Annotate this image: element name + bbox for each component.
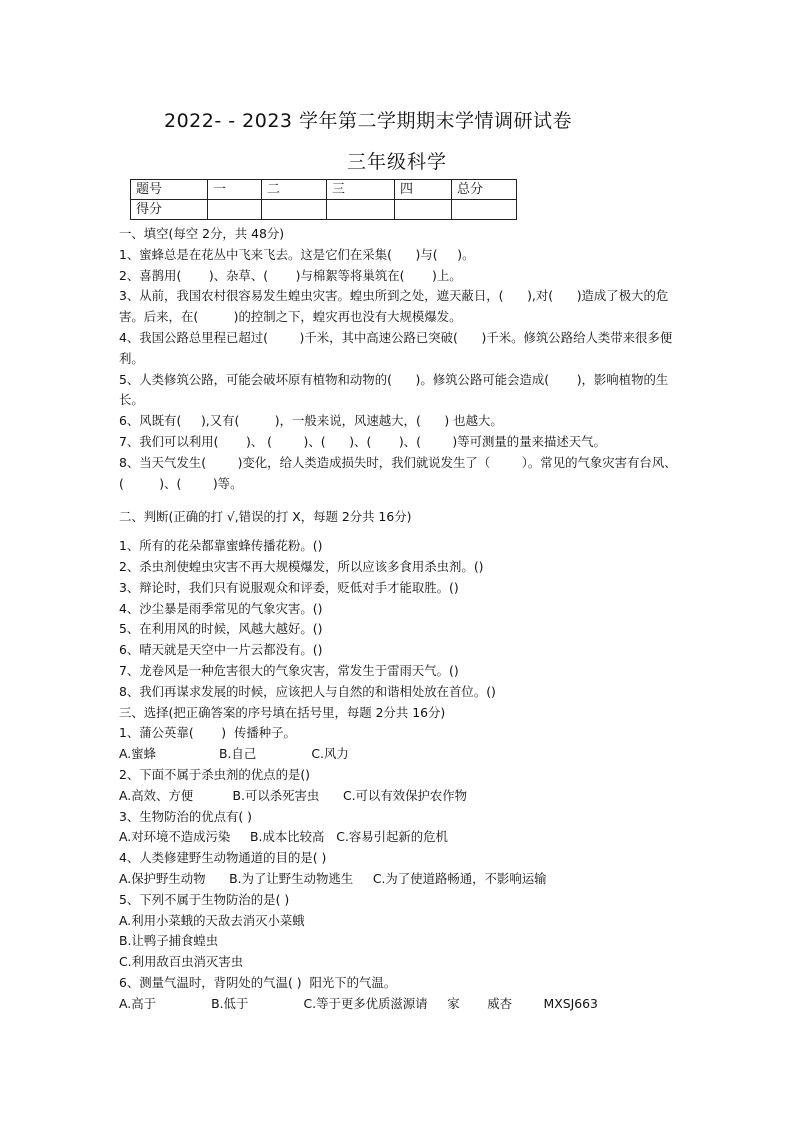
score-table: [130, 179, 517, 220]
question: 7、龙卷风是一种危害很大的气象灾害，常发生于雷雨天气。(): [119, 662, 459, 678]
question: 8、我们再谋求发展的时候，应该把人与自然的和谐相处放在首位。(): [119, 683, 496, 699]
question: 5、下列不属于生物防治的是( ): [119, 891, 290, 907]
question: 4、沙尘暴是雨季常见的气象灾害。(): [119, 600, 323, 616]
question: 4、我国公路总里程已超过( )千米，其中高速公路已突破( )千米。修筑公路给人类带来很多便利。: [119, 329, 673, 366]
exam-body: [119, 224, 679, 1014]
score-input-cell[interactable]: [395, 200, 452, 220]
question: 7、我们可以利用( )、 ( )、( )、( )、( )等可测量的量来描述天气。: [119, 433, 606, 449]
score-cell: 四: [395, 180, 452, 200]
score-cell: 三: [327, 180, 395, 200]
section-heading: 一、填空(每空 2分，共 48分): [119, 226, 285, 241]
question: 2、下面不属于杀虫剂的优点的是(): [119, 766, 311, 782]
score-cell: 二: [262, 180, 327, 200]
score-cell: 得分: [131, 200, 208, 220]
answer-options: A.对环境不造成污染 B.成本比较高 C.容易引起新的危机: [119, 829, 448, 845]
answer-option: B.让鸭子捕食蝗虫: [119, 933, 219, 949]
score-cell: 题号: [131, 180, 208, 200]
section-heading: 二、判断(正确的打 √,错误的打 X，每题 2分共 16分): [119, 509, 412, 525]
answer-options: A.保护野生动物 B.为了让野生动物逃生 C.为了使道路畅通，不影响运输: [119, 870, 547, 886]
question: 6、风既有( ),又有( )，一般来说，风速越大，( ) 也越大。: [119, 413, 503, 429]
question: 1、蜜蜂总是在花丛中飞来飞去。这是它们在采集( )与( )。: [119, 246, 475, 262]
score-table-header-row: [131, 180, 517, 200]
answer-options: A.高于 B.低于 C.等于更多优质滋源请 家 威杏 MXSJ663: [119, 995, 598, 1011]
score-cell: 一: [208, 180, 262, 200]
question: 6、晴天就是天空中一片云都没有。(): [119, 642, 323, 658]
question: 6、测量气温时，背阴处的气温( ) 阳光下的气温。: [119, 974, 397, 990]
question: 5、在利用风的时候，风越大越好。(): [119, 621, 323, 637]
question: 2、杀虫剂使蝗虫灾害不再大规模爆发，所以应该多食用杀虫剂。(): [119, 558, 484, 574]
score-table-score-row: [131, 200, 517, 220]
answer-options: A.高效、方便 B.可以杀死害虫 C.可以有效保护农作物: [119, 787, 468, 803]
answer-options: A.蜜蜂 B.自己 C.风力: [119, 746, 349, 762]
section-heading: 三、选择(把正确答案的序号填在括号里，每题 2分共 16分): [119, 704, 446, 720]
score-cell: 总分: [452, 180, 517, 200]
score-input-cell[interactable]: [262, 200, 327, 220]
answer-option: A.利用小菜蛾的天敌去消灭小菜蛾: [119, 912, 305, 928]
answer-option: C.利用敌百虫消灭害虫: [119, 954, 244, 970]
question: 1、所有的花朵都靠蜜蜂传播花粉。(): [119, 538, 323, 554]
question: 3、辩论时，我们只有说服观众和评委，贬低对手才能取胜。(): [119, 579, 459, 595]
score-input-cell[interactable]: [208, 200, 262, 220]
question: 3、从前，我国农村很容易发生蝗虫灾害。蝗虫所到之处，遮天蔽日，( ),对( )造成了极大的危害。后来，在( )的控制之下，蝗灾再也没有大规模爆发。: [119, 288, 669, 325]
question: 1、蒲公英靠( ) 传播种子。: [119, 725, 296, 741]
exam-subtitle: 三年级科学: [346, 151, 447, 173]
question: 3、生物防治的优点有( ): [119, 808, 253, 824]
question: 8、当天气发生( )变化，给人类造成损失时，我们就说发生了（ ）。常见的气象灾害有台风、( )、( )等。: [119, 454, 677, 491]
score-input-cell[interactable]: [452, 200, 517, 220]
exam-title: 2022- - 2023 学年第二学期期末学情调研试卷: [164, 110, 573, 132]
question: 4、人类修建野生动物通道的目的是( ): [119, 850, 327, 866]
score-input-cell[interactable]: [327, 200, 395, 220]
question: 2、喜鹊用( )、杂草、( )与棉絮等将巢筑在( )上。: [119, 267, 462, 283]
question: 5、人类修筑公路，可能会破坏原有植物和动物的( )。修筑公路可能会造成( )，影响植物的生长。: [119, 371, 669, 408]
